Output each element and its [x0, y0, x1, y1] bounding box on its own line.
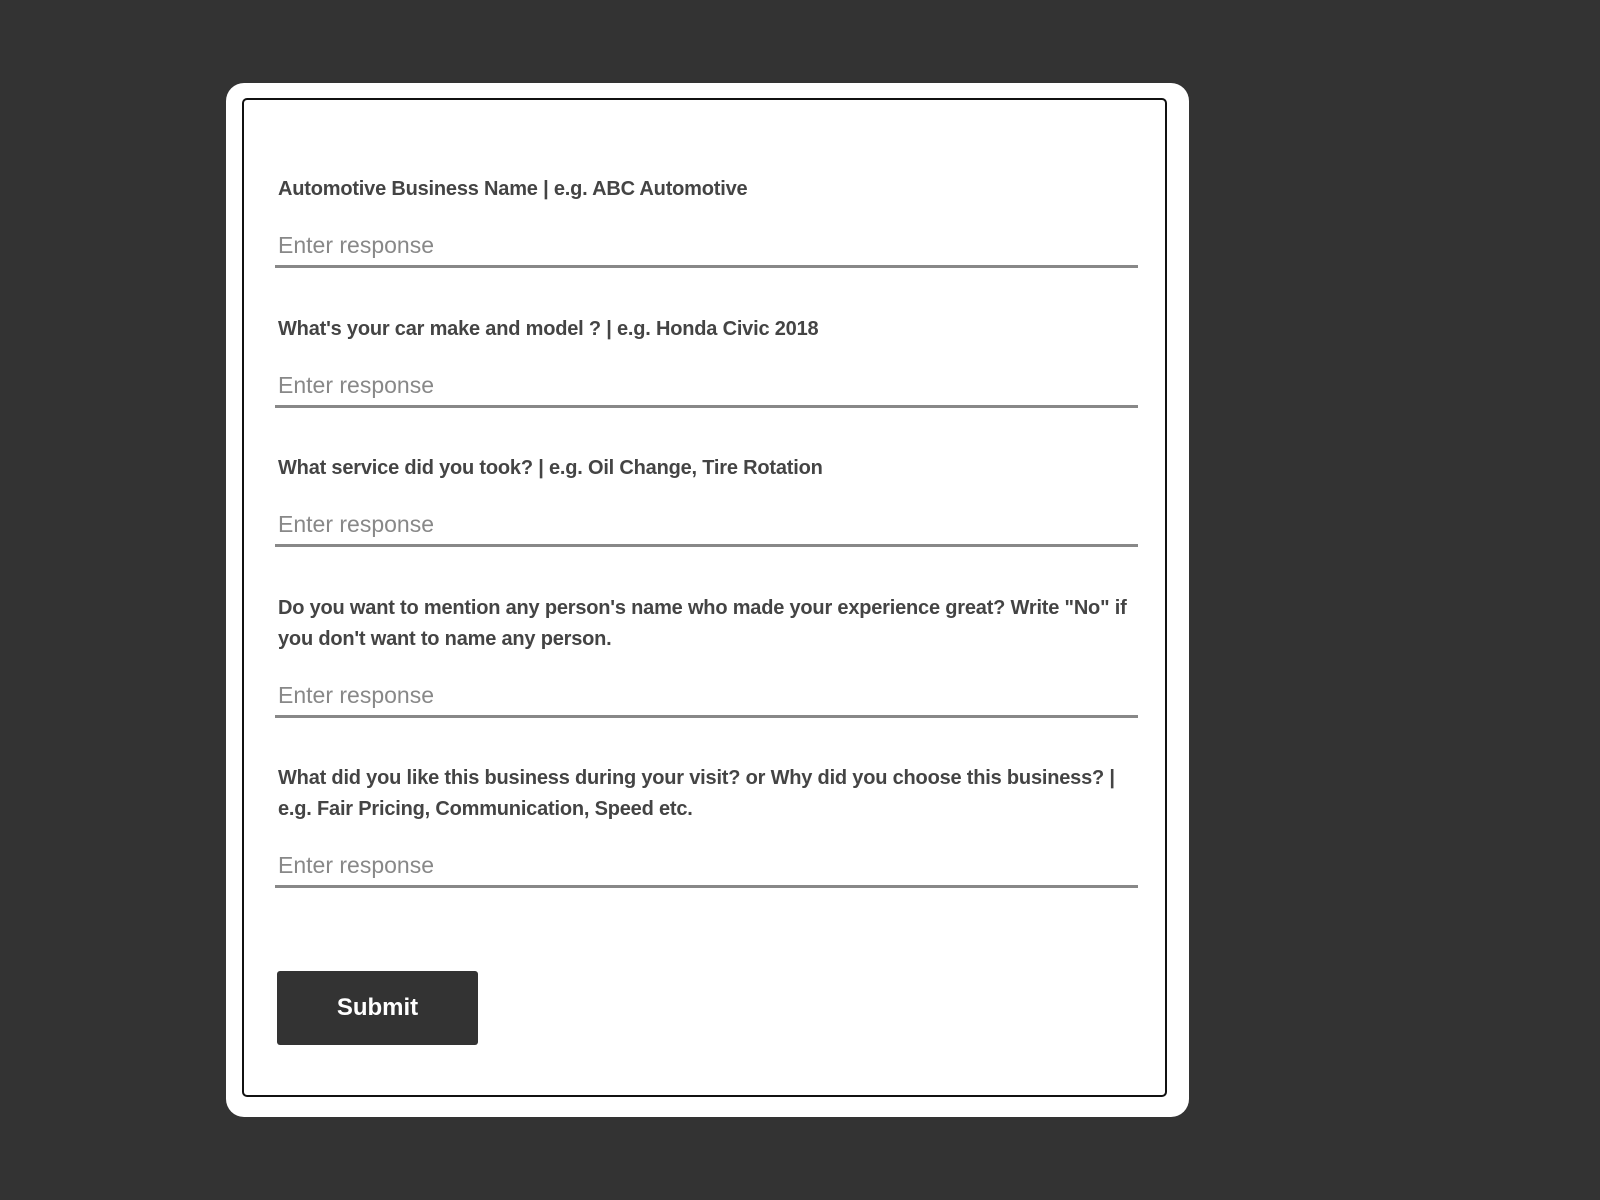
question-why-business	[278, 763, 1138, 888]
form-card	[226, 83, 1189, 1117]
question-label: Automotive Business Name | e.g. ABC Automotive	[278, 178, 748, 200]
question-service	[278, 453, 1138, 547]
submit-button[interactable]: Submit	[277, 971, 478, 1045]
form-container	[242, 98, 1167, 1097]
question-car-model	[278, 314, 1138, 408]
person-name-input[interactable]	[275, 682, 1138, 718]
question-person-name	[278, 593, 1138, 718]
car-model-input[interactable]	[275, 372, 1138, 408]
why-business-input[interactable]	[275, 852, 1138, 888]
question-label: What's your car make and model ? | e.g. Honda Civic 2018	[278, 318, 819, 340]
service-input[interactable]	[275, 511, 1138, 547]
question-label: Do you want to mention any person's name who made your experience great? Write "No" if you don't want to name any person.	[278, 597, 1127, 650]
question-label: What service did you took? | e.g. Oil Change, Tire Rotation	[278, 457, 823, 479]
question-label: What did you like this business during your visit? or Why did you choose this business? | e.g. Fair Pricing, Communication, Speed etc.	[278, 767, 1115, 820]
business-name-input[interactable]	[275, 232, 1138, 268]
question-business-name	[278, 174, 1138, 268]
